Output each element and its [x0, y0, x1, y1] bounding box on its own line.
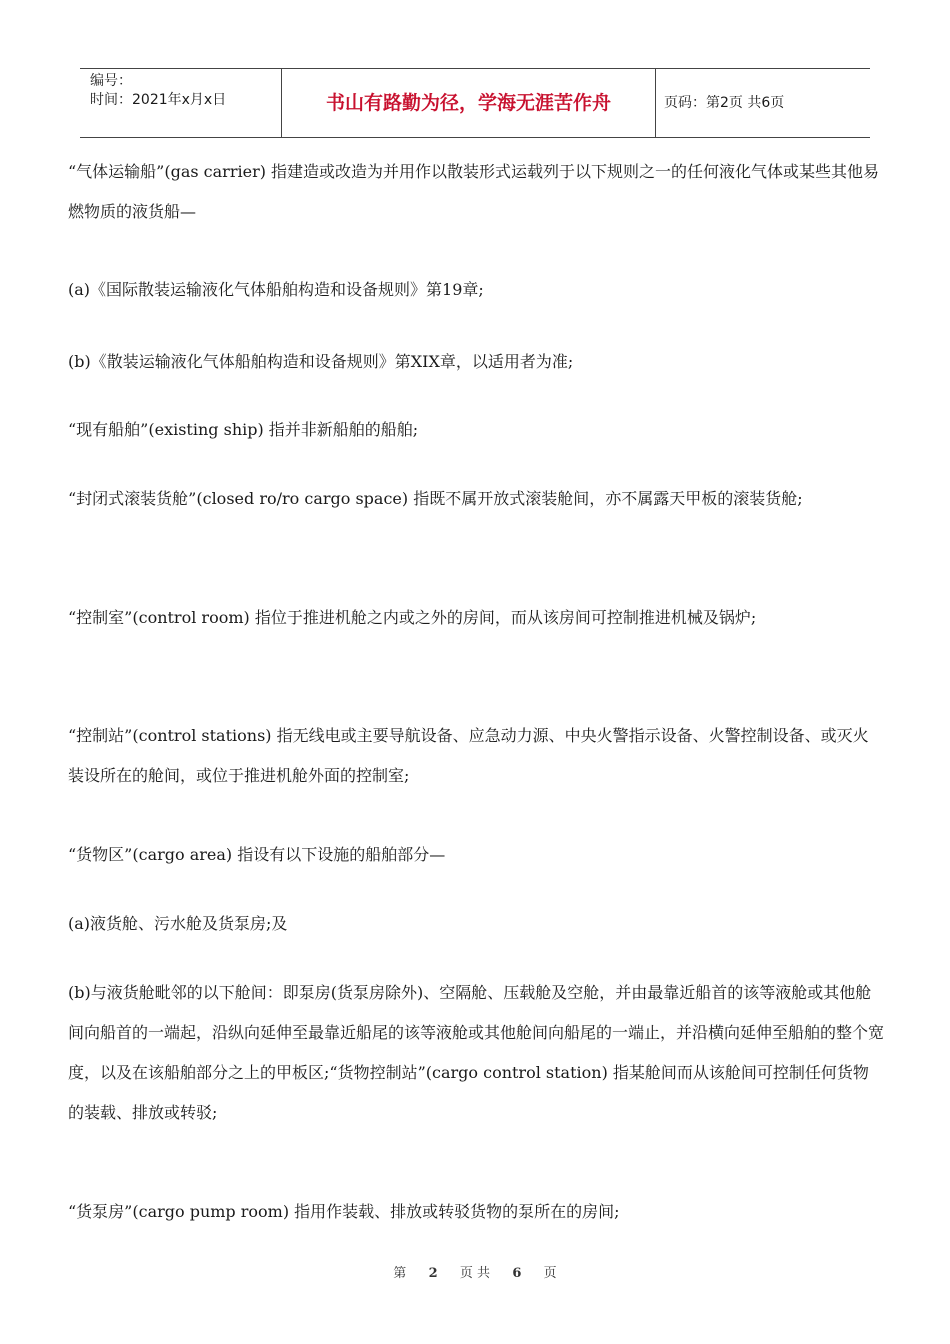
list-item-a-igc-code: (a)《国际散装运输液化气体船舶构造和设备规则》第19章;	[68, 280, 484, 299]
footer-current-page: 2	[428, 1266, 438, 1281]
header-page-info: 页码：第2页 共6页	[664, 95, 785, 111]
date-line: 时间：2021年x月x日	[90, 92, 227, 108]
header-motto: 书山有路勤为径，学海无涯苦作舟	[282, 69, 656, 137]
serial-number-label: 编号：	[90, 73, 132, 89]
definition-cargo-pump-room: “货泵房”(cargo pump room) 指用作装载、排放或转驳货物的泵所在的房间;	[68, 1202, 620, 1221]
definition-cargo-area: “货物区”(cargo area) 指设有以下设施的船舶部分—	[68, 845, 446, 864]
definition-gas-carrier: “气体运输船”(gas carrier) 指建造或改造为并用作以散装形式运载列于以下规则之一的任何液化气体或某些其他易燃物质的液货船—	[68, 162, 880, 221]
definition-control-room: “控制室”(control room) 指位于推进机舱之内或之外的房间，而从该房间可控制推进机械及锅炉;	[68, 608, 757, 627]
page-footer	[0, 1262, 950, 1281]
footer-suffix: 页	[543, 1266, 557, 1281]
document-header	[80, 68, 870, 138]
definition-control-stations: “控制站”(control stations) 指无线电或主要导航设备、应急动力源、中央火警指示设备、火警控制设备、或灭火装设所在的舱间，或位于推进机舱外面的控制室;	[68, 726, 869, 785]
list-item-b-gc-code: (b)《散装运输液化气体船舶构造和设备规则》第XIX章，以适用者为准;	[68, 352, 574, 371]
footer-total-pages: 6	[512, 1266, 522, 1281]
header-meta-cell	[80, 69, 282, 137]
definition-closed-ro-ro-cargo-space: “封闭式滚装货舱”(closed ro/ro cargo space) 指既不属开放式滚装舱间，亦不属露天甲板的滚装货舱;	[68, 489, 803, 508]
list-item-b-adjacent-spaces: (b)与液货舱毗邻的以下舱间：即泵房(货泵房除外)、空隔舱、压载舱及空舱，并由最靠近船首的该等液舱或其他舱间向船首的一端起，沿纵向延伸至最靠近船尾的该等液舱或其他舱间向船尾的一端止，并沿横向延伸至船舶的整个宽度，以及在该船舶部分之上的甲板区;“货物控制站”(cargo control station) 指某舱间而从该舱间可控制任何货物的装载、排放或转驳;	[68, 983, 885, 1122]
footer-middle: 页 共	[459, 1266, 491, 1281]
footer-prefix: 第	[393, 1266, 407, 1281]
definition-existing-ship: “现有船舶”(existing ship) 指并非新船舶的船舶;	[68, 420, 419, 439]
list-item-a-cargo-tanks: (a)液货舱、污水舱及货泵房;及	[68, 914, 288, 933]
